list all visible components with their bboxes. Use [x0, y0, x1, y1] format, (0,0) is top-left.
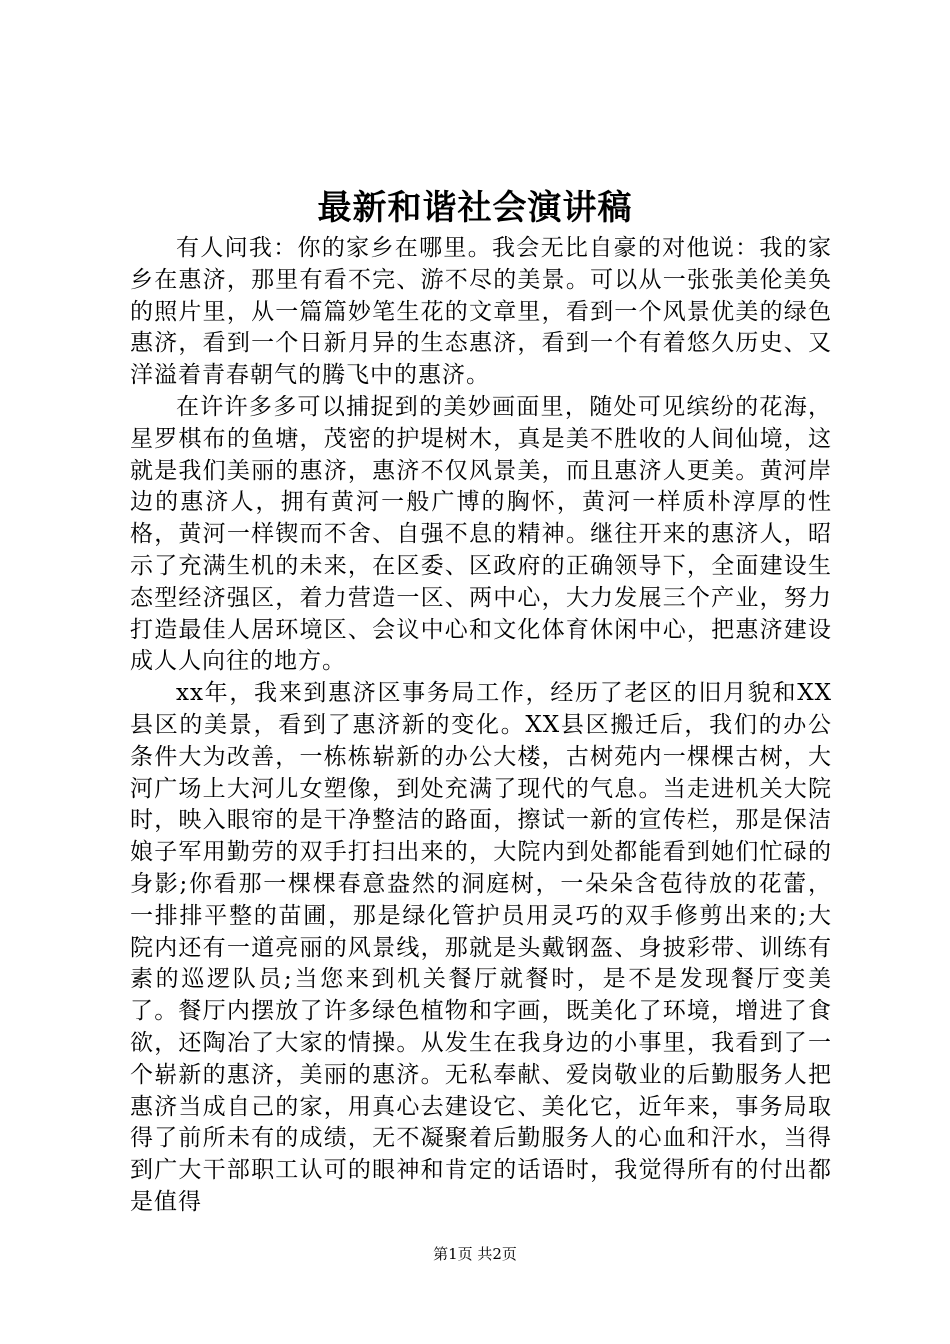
document-title: 最新和谐社会演讲稿: [317, 188, 633, 228]
page-footer: 第1页 共2页: [433, 1245, 517, 1263]
paragraph-3: xx年，我来到惠济区事务局工作，经历了老区的旧月貌和XX县区的美景，看到了惠济新的变化。XX县区搬迁后，我们的办公条件大为改善，一栋栋崭新的办公大楼，古树苑内一棵棵古树，大河广场上大河儿女塑像，到处充满了现代的气息。当走进机关大院时，映入眼帘的是干净整洁的路面，擦试一新的宣传栏，那是保洁娘子军用勤劳的双手打扫出来的，大院内到处都能看到她们忙碌的身影;你看那一棵棵春意盎然的洞庭树，一朵朵含苞待放的花蕾，一排排平整的苗圃，那是绿化管护员用灵巧的双手修剪出来的;大院内还有一道亮丽的风景线，那就是头戴钢盔、身披彩带、训练有素的巡逻队员;当您来到机关餐厅就餐时，是不是发现餐厅变美了。餐厅内摆放了许多绿色植物和字画，既美化了环境，增进了食欲，还陶冶了大家的情操。从发生在我身边的小事里，我看到了一个崭新的惠济，美丽的惠济。无私奉献、爱岗敬业的后勤服务人把惠济当成自己的家，用真心去建设它、美化它，近年来，事务局取得了前所未有的成绩，无不凝聚着后勤服务人的心血和汗水，当得到广大干部职工认可的眼神和肯定的话语时，我觉得所有的付出都是值得: [130, 680, 832, 1215]
paragraph-2: 在许许多多可以捕捉到的美妙画面里，随处可见缤纷的花海，星罗棋布的鱼塘，茂密的护堤树木，真是美不胜收的人间仙境，这就是我们美丽的惠济，惠济不仅风景美，而且惠济人更美。黄河岸边的惠济人，拥有黄河一般广博的胸怀，黄河一样质朴淳厚的性格，黄河一样锲而不舍、自强不息的精神。继往开来的惠济人，昭示了充满生机的未来，在区委、区政府的正确领导下，全面建设生态型经济强区，着力营造一区、两中心，大力发展三个产业，努力打造最佳人居环境区、会议中心和文化体育休闲中心，把惠济建设成人人向往的地方。: [130, 393, 832, 675]
paragraph-1: 有人问我：你的家乡在哪里。我会无比自豪的对他说：我的家乡在惠济，那里有看不完、游不尽的美景。可以从一张张美伦美奂的照片里，从一篇篇妙笔生花的文章里，看到一个风景优美的绿色惠济，看到一个日新月异的生态惠济，看到一个有着悠久历史、又洋溢着青春朝气的腾飞中的惠济。: [130, 235, 832, 389]
document-body: [130, 233, 832, 1219]
